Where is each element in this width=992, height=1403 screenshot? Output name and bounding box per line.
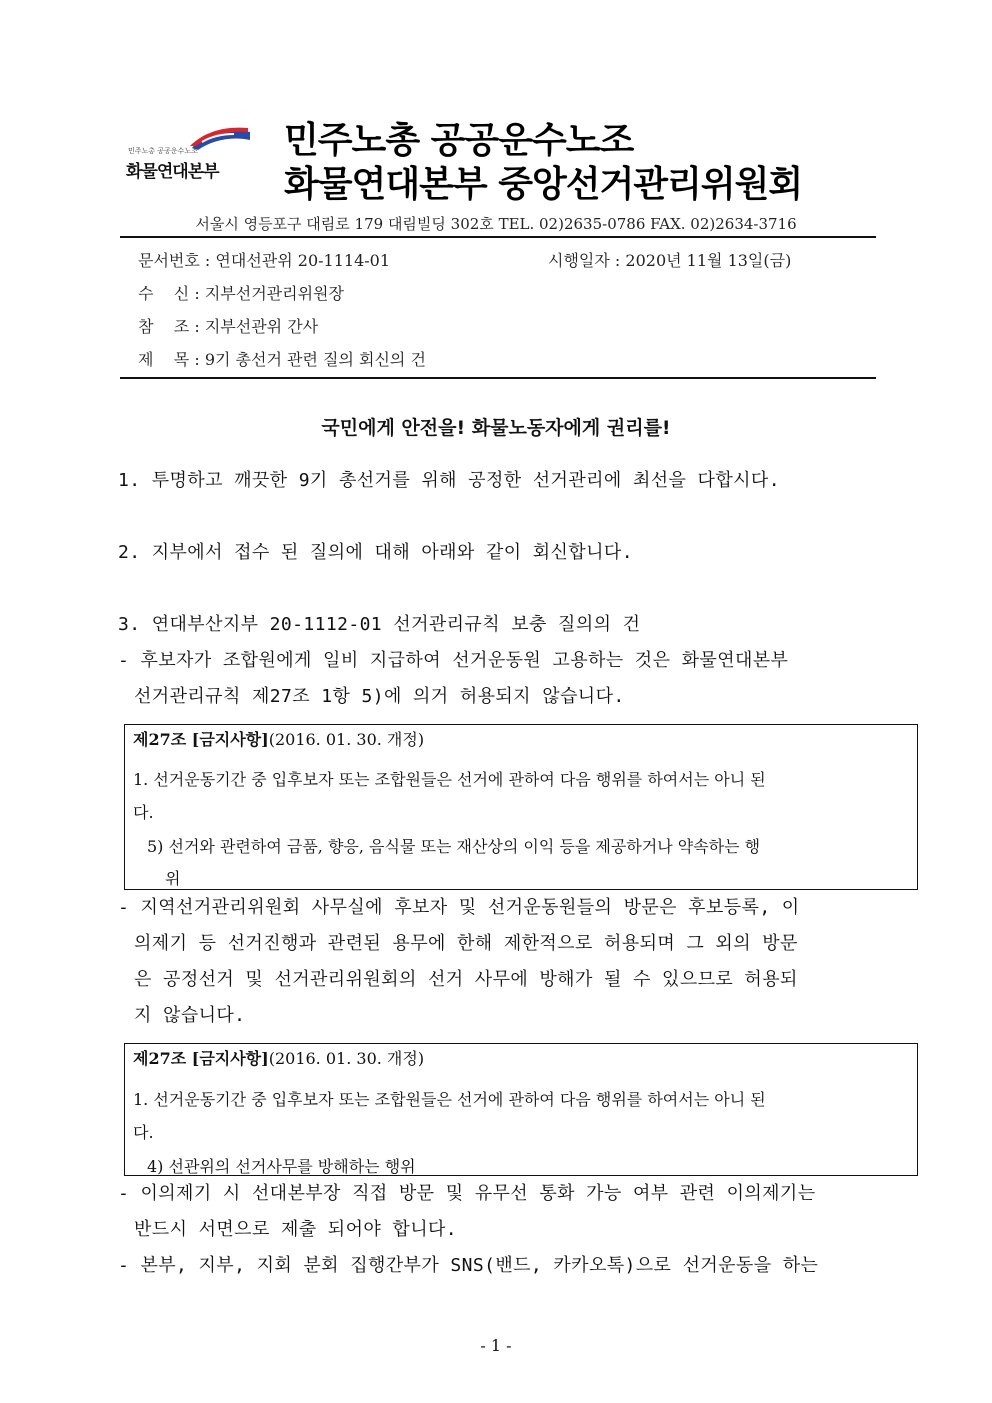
doc-number-row — [138, 248, 390, 271]
cc-value: 지부선관위 간사 — [204, 317, 319, 336]
box2-heading-bold: 제27조 [금지사항] — [133, 1049, 269, 1068]
box2-line-1: 1. 선거운동기간 중 입후보자 또는 조합원들은 선거에 관하여 다음 행위를 하여서는 아니 된 — [133, 1090, 766, 1109]
subject-label: 제 목 : — [138, 350, 200, 369]
subject-row — [138, 347, 426, 370]
box1-heading-bold: 제27조 [금지사항] — [133, 730, 269, 749]
title-line-1: 민주노총 공공운수노조 — [284, 120, 634, 161]
paragraph-3-b-line-3: 은 공정선거 및 선거관리위원회의 선거 사무에 방해가 될 수 있으므로 허용되 — [134, 969, 798, 990]
box1-line-4: 위 — [165, 869, 181, 888]
union-logo — [124, 124, 254, 186]
box1-line-3: 5) 선거와 관련하여 금품, 향응, 음식물 또는 재산상의 이익 등을 제공하거나 약속하는 행 — [147, 837, 761, 856]
recipient-value: 지부선거관리위원장 — [204, 284, 344, 303]
page-number: - 1 - — [480, 1336, 512, 1355]
recipient-row — [138, 281, 344, 304]
box2-line-3: 4) 선관위의 선거사무를 방해하는 행위 — [147, 1157, 416, 1176]
paragraph-2: 2. 지부에서 접수 된 질의에 대해 아래와 같이 회신합니다. — [118, 542, 633, 563]
paragraph-3-b-line-1: - 지역선거관리위원회 사무실에 후보자 및 선거운동원들의 방문은 후보등록, 이 — [118, 897, 800, 918]
logo-small-text: 민주노총 공공운수노조 — [128, 147, 198, 155]
date-label: 시행일자 : — [548, 251, 621, 270]
paragraph-3-c-line-1: - 이의제기 시 선대본부장 직접 방문 및 유무선 통화 가능 여부 관련 이의제기는 — [118, 1183, 816, 1204]
cc-row — [138, 314, 318, 337]
paragraph-3-b-line-4: 지 않습니다. — [134, 1005, 246, 1026]
box1-line-1: 1. 선거운동기간 중 입후보자 또는 조합원들은 선거에 관하여 다음 행위를 하여서는 아니 된 — [133, 770, 766, 789]
paragraph-3-b-line-2: 의제기 등 선거진행과 관련된 용무에 한해 제한적으로 허용되며 그 외의 방문 — [134, 933, 798, 954]
subject-value: 9기 총선거 관련 질의 회신의 건 — [204, 350, 426, 369]
date-value: 2020년 11월 13일(금) — [625, 251, 792, 270]
date-row — [548, 248, 791, 271]
paragraph-3-a-line-2: 선거관리규칙 제27조 1항 5)에 의거 허용되지 않습니다. — [134, 686, 625, 707]
rule-box-1 — [124, 724, 918, 890]
header-divider — [120, 236, 876, 238]
slogan: 국민에게 안전을! 화물노동자에게 권리를! — [321, 417, 671, 439]
meta-divider — [120, 377, 876, 379]
recipient-label: 수 신 : — [138, 284, 200, 303]
paragraph-3-d-line-1: - 본부, 지부, 지회 분회 집행간부가 SNS(밴드, 카카오톡)으로 선거운동을 하는 — [118, 1255, 819, 1276]
box1-line-2: 다. — [133, 803, 154, 822]
title-line-2: 화물연대본부 중앙선거관리위원회 — [284, 164, 803, 205]
paragraph-3-c-line-2: 반드시 서면으로 제출 되어야 합니다. — [134, 1219, 458, 1240]
box2-heading — [133, 1046, 424, 1069]
box2-line-2: 다. — [133, 1123, 154, 1142]
box1-heading-date: (2016. 01. 30. 개정) — [268, 730, 425, 749]
address-line: 서울시 영등포구 대림로 179 대림빌딩 302호 TEL. 02)2635-0786 FAX. 02)2634-3716 — [195, 215, 797, 233]
cc-label: 참 조 : — [138, 317, 200, 336]
paragraph-1: 1. 투명하고 깨끗한 9기 총선거를 위해 공정한 선거관리에 최선을 다합시다. — [118, 470, 780, 491]
rule-box-2 — [124, 1043, 918, 1176]
doc-number-label: 문서번호 : — [138, 251, 211, 270]
logo-name: 화물연대본부 — [126, 162, 219, 182]
box2-heading-date: (2016. 01. 30. 개정) — [268, 1049, 425, 1068]
paragraph-3: 3. 연대부산지부 20-1112-01 선거관리규칙 보충 질의의 건 — [118, 614, 641, 635]
doc-number-value: 연대선관위 20-1114-01 — [215, 251, 391, 270]
paragraph-3-a-line-1: - 후보자가 조합원에게 일비 지급하여 선거운동원 고용하는 것은 화물연대본부 — [118, 650, 789, 671]
box1-heading — [133, 727, 424, 750]
